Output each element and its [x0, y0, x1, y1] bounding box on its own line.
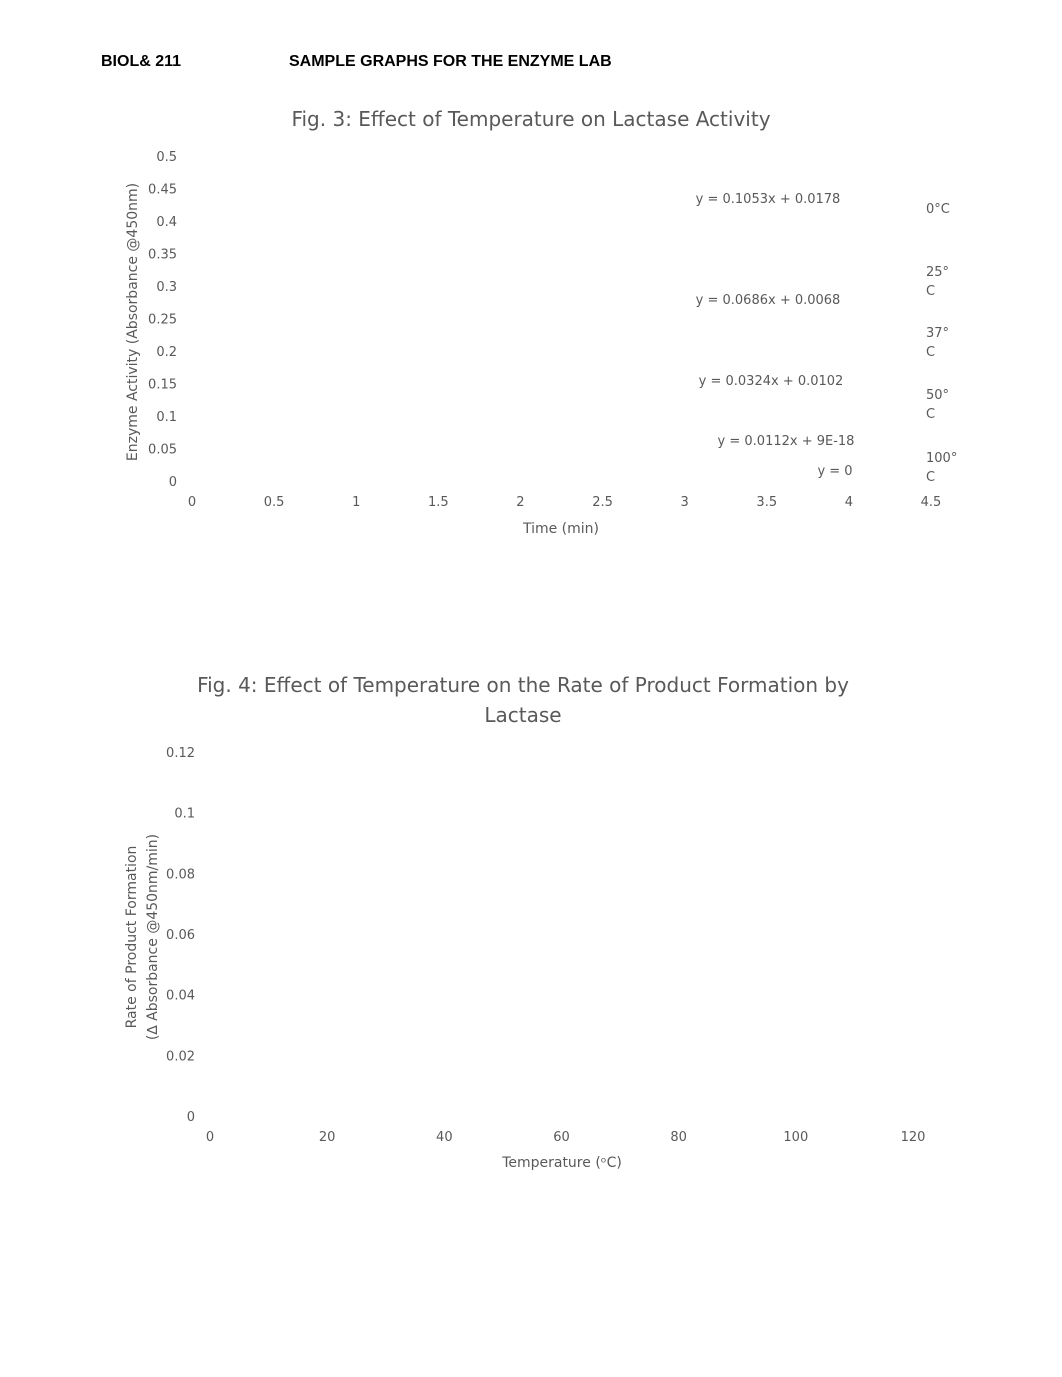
fig4-ylabel-line-1: Rate of Product Formation [124, 845, 140, 1029]
fig3-legend-entry: 100° [926, 451, 958, 466]
fig4-xlabel: Temperature (ᵒC) [502, 1155, 622, 1171]
fig3-y-tick-label: 0.2 [156, 345, 177, 360]
fig4-y-tick-label: 0.06 [166, 928, 195, 943]
fig3-x-tick-label: 3.5 [756, 495, 778, 510]
fig3-legend-entry: 50° [926, 388, 950, 403]
fig3-x-tick-label: 0 [187, 495, 197, 510]
fig3-x-tick-label: 1 [352, 495, 361, 510]
fig3-chart [0, 0, 1062, 560]
fig3-legend-entry: C [926, 284, 936, 299]
fig3-x-tick-label: 4.5 [920, 495, 942, 510]
fig3-y-tick-label: 0 [168, 475, 177, 490]
fig3-title: Fig. 3: Effect of Temperature on Lactase Activity [291, 107, 771, 131]
fig3-y-tick-label: 0.25 [148, 312, 177, 328]
fig3-x-tick-label: 3 [680, 495, 689, 510]
fig4-x-tick-label: 100 [783, 1130, 809, 1145]
fig4-x-tick-label: 20 [318, 1130, 336, 1145]
fig4-ylabel-line-2: (∆ Absorbance @450nm/min) [145, 833, 161, 1041]
fig3-x-tick-label: 2.5 [592, 495, 613, 510]
fig4-y-tick-label: 0.02 [166, 1049, 195, 1065]
fig3-y-tick-label: 0.1 [156, 410, 177, 425]
fig3-legend-entry: C [926, 470, 936, 485]
fig3-ylabel: Enzyme Activity (Absorbance @450nm) [125, 182, 141, 462]
course-code: BIOL& 211 [101, 53, 182, 70]
fig3-trendline-equation: y = 0.1053x + 0.0178 [695, 192, 841, 207]
fig3-y-tick-label: 0.45 [148, 182, 177, 198]
fig3-trendline-equation: y = 0 [817, 464, 853, 479]
fig3-legend-entry: C [926, 345, 936, 360]
fig3-trendline-equation: y = 0.0112x + 9E-18 [717, 434, 855, 449]
fig4-title-line-1: Fig. 4: Effect of Temperature on the Rate of Product Formation by [197, 673, 849, 697]
fig3-xlabel: Time (min) [522, 521, 600, 537]
fig3-legend-entry: 25° [926, 265, 950, 280]
fig4-y-tick-label: 0.04 [166, 988, 195, 1004]
fig3-x-tick-label: 2 [516, 495, 525, 510]
fig3-y-tick-label: 0.3 [156, 280, 177, 295]
fig3-trendline-equation: y = 0.0324x + 0.0102 [698, 374, 844, 389]
fig3-legend-entry: 37° [926, 326, 950, 341]
fig3-y-tick-label: 0.05 [148, 442, 177, 458]
fig4-y-tick-label: 0.08 [166, 867, 195, 883]
fig3-legend-entry: C [926, 407, 936, 422]
fig3-trendline-equation: y = 0.0686x + 0.0068 [695, 293, 841, 308]
fig3-x-tick-label: 1.5 [427, 495, 449, 510]
fig3-y-tick-label: 0.4 [156, 215, 177, 230]
fig3-legend-entry: 0°C [926, 202, 950, 217]
fig3-y-tick-label: 0.15 [148, 377, 177, 393]
fig4-x-tick-label: 60 [553, 1130, 570, 1145]
fig3-x-tick-label: 4 [844, 495, 854, 510]
fig4-chart [0, 640, 1062, 1200]
fig4-x-tick-label: 80 [670, 1130, 687, 1145]
fig4-title-line-2: Lactase [484, 703, 562, 727]
fig3-y-tick-label: 0.35 [148, 247, 177, 263]
fig3-y-tick-label: 0.5 [156, 150, 177, 165]
document-title: SAMPLE GRAPHS FOR THE ENZYME LAB [289, 53, 612, 70]
fig4-x-tick-label: 120 [900, 1130, 926, 1145]
fig4-x-tick-label: 0 [205, 1130, 215, 1145]
fig4-x-tick-label: 40 [436, 1130, 453, 1145]
fig4-y-tick-label: 0.12 [166, 746, 195, 761]
fig4-y-tick-label: 0 [186, 1110, 195, 1125]
fig3-x-tick-label: 0.5 [263, 495, 285, 510]
fig4-y-tick-label: 0.1 [174, 806, 195, 822]
